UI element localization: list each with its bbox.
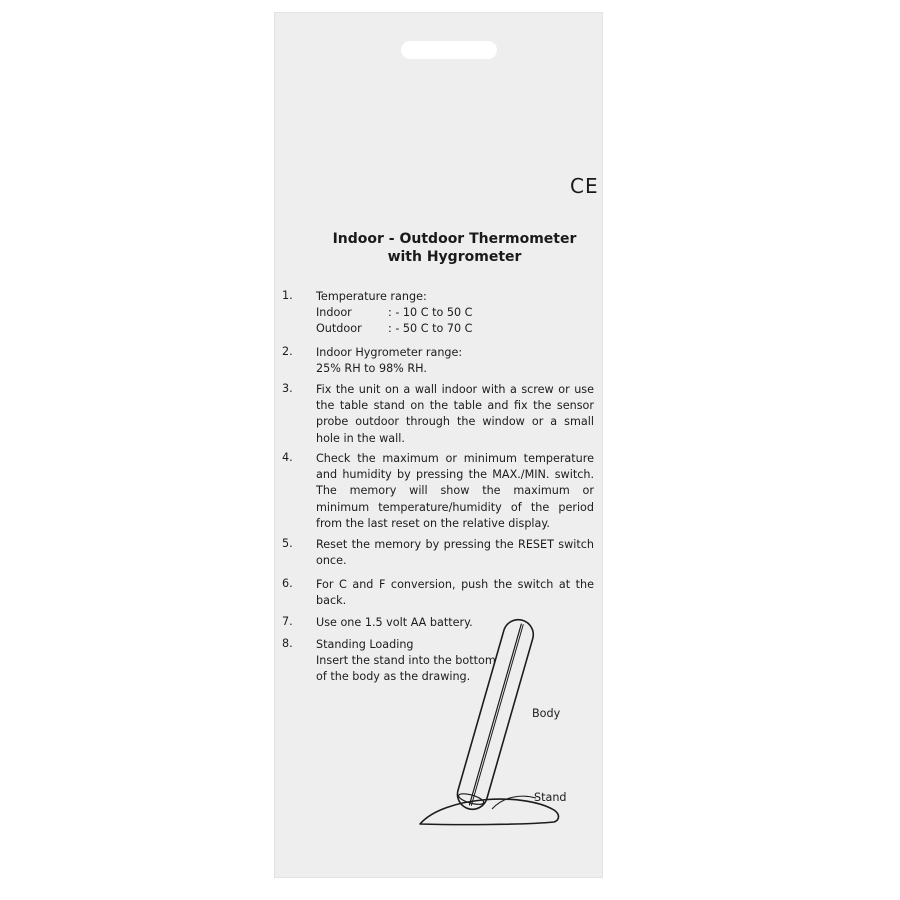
item-text: For C and F conversion, push the switch at the back. bbox=[316, 578, 594, 608]
indoor-range-row bbox=[316, 305, 594, 321]
item-number: 6. bbox=[282, 577, 293, 590]
item-number: 2. bbox=[282, 345, 293, 358]
indoor-value: : - 10 C to 50 C bbox=[388, 306, 473, 320]
instruction-card bbox=[274, 12, 603, 878]
body-label: Body bbox=[532, 707, 561, 720]
item-text: Reset the memory by pressing the RESET switch once. bbox=[316, 538, 594, 568]
item-number: 5. bbox=[282, 537, 293, 550]
hang-slot bbox=[401, 41, 497, 59]
ce-mark: CE bbox=[570, 174, 599, 198]
thermometer-body-shape bbox=[454, 616, 537, 813]
standing-loading-heading: Standing Loading bbox=[316, 638, 414, 651]
item-number: 8. bbox=[282, 637, 293, 650]
item-number: 4. bbox=[282, 451, 293, 464]
outdoor-label: Outdoor bbox=[316, 322, 362, 336]
title-line-2: with Hygrometer bbox=[387, 249, 522, 265]
item-text: Fix the unit on a wall indoor with a screw or use the table stand on the table and fix the sensor probe outdoor through the window or a small hole in the wall. bbox=[316, 383, 594, 445]
temperature-range-heading: Temperature range: bbox=[316, 290, 427, 303]
stand-pointer-line bbox=[490, 792, 540, 812]
hygrometer-range-value: 25% RH to 98% RH. bbox=[316, 362, 427, 376]
outdoor-value: : - 50 C to 70 C bbox=[388, 322, 473, 336]
item-text: Check the maximum or minimum temperature and humidity by pressing the MAX./MIN. switch. The memory will show the maximum or minimum temperature/humidity of the period from the last reset on the relative display. bbox=[316, 452, 594, 530]
stand-label: Stand bbox=[534, 791, 567, 804]
item-number: 3. bbox=[282, 382, 293, 395]
item-number: 7. bbox=[282, 615, 293, 628]
hygrometer-range-heading: Indoor Hygrometer range: bbox=[316, 346, 463, 359]
indoor-label: Indoor bbox=[316, 306, 352, 320]
outdoor-range-row bbox=[316, 321, 594, 337]
title-line-1: Indoor - Outdoor Thermometer bbox=[332, 231, 577, 247]
standing-loading-line-3: of the body as the drawing. bbox=[316, 670, 471, 684]
standing-loading-line-2: Insert the stand into the bottom bbox=[316, 654, 496, 668]
item-text: Use one 1.5 volt AA battery. bbox=[316, 616, 473, 629]
item-number: 1. bbox=[282, 289, 293, 302]
